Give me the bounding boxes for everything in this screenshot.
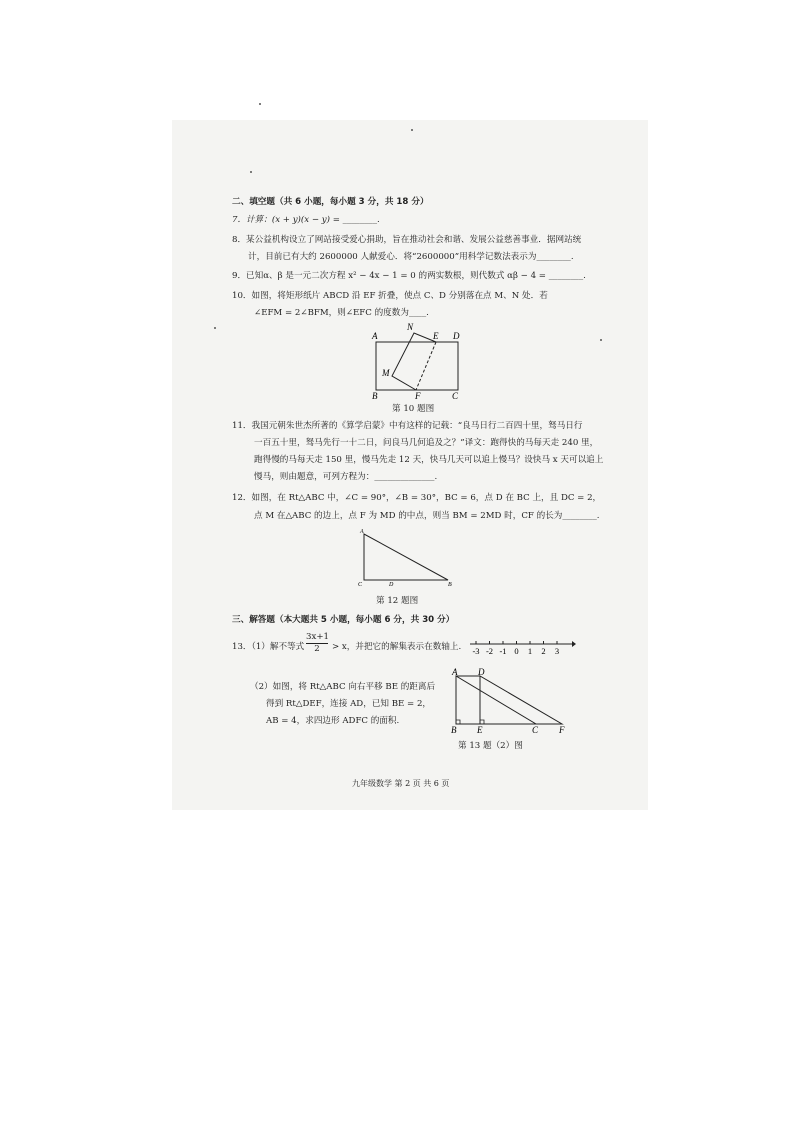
fold-line-ef xyxy=(416,342,436,390)
label-d: D xyxy=(389,582,394,588)
triangle-abc xyxy=(456,676,536,724)
question-8-line2: 计，目前已有大约 2600000 人献爱心．将“2600000”用科学记数法表示为________. xyxy=(248,252,574,262)
figure-10-caption: 第 10 题图 xyxy=(392,404,435,414)
label-b: B xyxy=(448,582,452,588)
section-heading: 三、解答题（本大题共 5 小题，每小题 6 分，共 30 分） xyxy=(232,615,455,625)
question-13-part2-line1: （2）如图，将 Rt△ABC 向右平移 BE 的距离后 xyxy=(250,682,436,692)
label-f: F xyxy=(415,391,421,401)
scan-speck xyxy=(259,103,261,105)
figure-12 xyxy=(356,528,456,592)
question-8-line1: 8．某公益机构设立了网站接受爱心捐助，旨在推动社会和谐、发展公益慈善事业．据网站统 xyxy=(232,235,582,245)
scan-speck xyxy=(411,129,413,131)
number-line-tick-label: 1 xyxy=(527,646,533,656)
rectangle-abcd xyxy=(376,342,458,390)
number-line-tick-label: -3 xyxy=(472,646,480,656)
label-c: C xyxy=(532,725,539,735)
page-footer: 九年级数学 第 2 页 共 6 页 xyxy=(352,779,450,788)
label-d: D xyxy=(478,667,485,677)
question-13-part2-line3: AB = 4，求四边形 ADFC 的面积. xyxy=(266,716,400,726)
question-13-part1-prefix: 13．（1）解不等式 xyxy=(232,642,305,652)
fraction-denominator: 2 xyxy=(314,644,320,654)
scan-speck xyxy=(250,171,252,173)
label-m: M xyxy=(382,368,390,378)
scan-speck xyxy=(600,339,602,341)
question-9: 9．已知α、β 是一元二次方程 x² − 4x − 1 = 0 的两实数根，则代数式 αβ − 4 = ________. xyxy=(232,271,586,281)
fraction xyxy=(306,632,328,655)
question-10-line1: 10．如图，将矩形纸片 ABCD 沿 EF 折叠，使点 C、D 分别落在点 M、N 处．若 xyxy=(232,291,548,301)
figure-13-2 xyxy=(448,666,572,738)
figure-13-caption: 第 13 题（2）图 xyxy=(458,741,523,751)
label-e: E xyxy=(433,331,439,341)
question-13-part2-line2: 得到 Rt△DEF，连接 AD，已知 BE = 2， xyxy=(266,699,432,709)
label-n: N xyxy=(407,322,414,332)
label-c: C xyxy=(358,582,363,588)
section-heading: 二、填空题（共 6 小题，每小题 3 分，共 18 分） xyxy=(232,197,429,207)
number-line xyxy=(470,638,576,658)
arrow-icon xyxy=(572,641,576,647)
label-e: E xyxy=(477,725,483,735)
fraction-numerator: 3x+1 xyxy=(306,632,329,642)
question-13-part1-suffix: > x，并把它的解集表示在数轴上. xyxy=(332,642,462,652)
figure-12-caption: 第 12 题图 xyxy=(376,596,419,606)
number-line-tick-label: 3 xyxy=(554,646,560,656)
right-angle-e xyxy=(480,720,484,724)
question-11-line3: 跑得慢的马每天走 150 里，慢马先走 12 天，快马几天可以追上慢马？设快马 x 天可以追上 xyxy=(254,455,604,465)
label-d: D xyxy=(453,331,460,341)
figure-10 xyxy=(370,318,470,408)
number-line-ticks xyxy=(472,641,559,656)
question-11-line1: 11．我国元朝朱世杰所著的《算学启蒙》中有这样的记载：“良马日行二百四十里，驽马日行 xyxy=(232,421,583,431)
number-line-tick-label: -2 xyxy=(485,646,494,656)
right-angle-b xyxy=(456,720,460,724)
label-a: A xyxy=(360,529,364,535)
question-10-line2: ∠EFM = 2∠BFM，则∠EFC 的度数为____. xyxy=(254,308,429,318)
number-line-tick-label: -1 xyxy=(499,646,507,656)
question-12-line2: 点 M 在△ABC 的边上，点 F 为 MD 的中点，则当 BM = 2MD 时，CF 的长为________. xyxy=(254,511,600,521)
triangle-abc xyxy=(364,534,448,580)
question-12-line1: 12．如图，在 Rt△ABC 中，∠C = 90°，∠B = 30°，BC = 6，点 D 在 BC 上，且 DC = 2， xyxy=(232,493,602,503)
number-line-tick-label: 2 xyxy=(541,646,546,656)
label-a: A xyxy=(452,667,458,677)
label-a: A xyxy=(372,331,378,341)
label-c: C xyxy=(452,391,459,401)
number-line-tick-label: 0 xyxy=(514,646,519,656)
label-b: B xyxy=(372,391,378,401)
question-7: 7．计算：(x + y)(x − y) = ________. xyxy=(232,215,380,225)
scan-speck xyxy=(214,327,216,329)
question-11-line4: 慢马，则由题意，可列方程为：______________. xyxy=(254,472,438,482)
label-b: B xyxy=(451,725,457,735)
question-11-line2: 一百五十里，驽马先行一十二日，问良马几何追及之？”译文：跑得快的马每天走 240 里， xyxy=(254,438,599,448)
triangle-def xyxy=(480,676,562,724)
label-f: F xyxy=(559,725,565,735)
